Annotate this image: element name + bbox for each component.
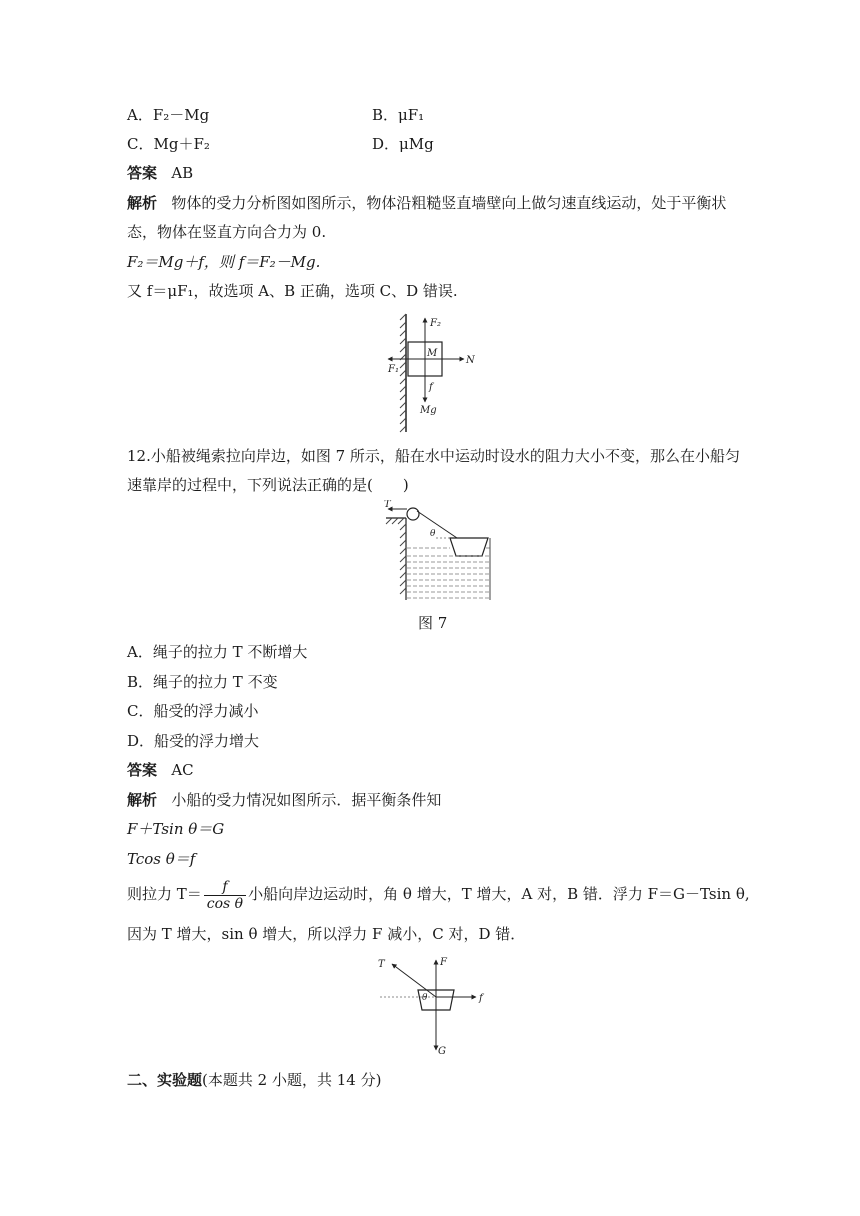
analysis-label: 解析	[127, 194, 158, 212]
label-G: G	[438, 1046, 446, 1057]
q11-option-d: D．μMg	[372, 135, 434, 153]
q12-analysis-line3	[127, 878, 750, 912]
q11-analysis-line1	[127, 193, 726, 213]
label-F2: F₂	[430, 318, 441, 329]
q12-boat-force-diagram	[372, 954, 492, 1058]
q12-analysis-line4: 因为 T 增大，sin θ 增大，所以浮力 F 减小，C 对，D 错．	[127, 925, 526, 943]
label-F: F	[440, 957, 447, 968]
fraction-numerator: f	[204, 879, 246, 896]
label-Mg: Mg	[420, 405, 437, 416]
line3-suffix: 小船向岸边运动时，角 θ 增大，T 增大，A 对，B 错．浮力 F＝G－Tsin θ,	[248, 885, 750, 903]
answer-value: AC	[171, 761, 194, 779]
q12-option-d: D．船受的浮力增大	[127, 732, 260, 750]
answer-label: 答案	[127, 164, 158, 182]
q12-answer-row	[127, 760, 194, 780]
tension-fraction	[204, 879, 246, 912]
q12-option-c: C．船受的浮力减小	[127, 702, 259, 720]
q12-boat-diagram	[384, 500, 492, 604]
q11-answer-row	[127, 163, 193, 183]
q12-eq1: F＋Tsin θ＝G	[127, 820, 225, 838]
label-N: N	[466, 355, 475, 366]
section-title: 二、实验题	[127, 1071, 203, 1089]
q11-option-b: B．μF₁	[372, 106, 425, 124]
q11-option-c: C．Mg＋F₂	[127, 135, 210, 153]
q11-analysis-line2: 态，物体在竖直方向合力为 0.	[127, 223, 327, 241]
q12-stem-line1: 12.小船被绳索拉向岸边，如图 7 所示，船在水中运动时设水的阻力大小不变，那么在小船匀	[127, 447, 740, 465]
q11-eq1: F₂＝Mg＋f，则 f＝F₂－Mg.	[127, 253, 321, 271]
label-f: f	[479, 993, 483, 1004]
label-T: T	[378, 959, 385, 970]
label-theta: θ	[422, 993, 428, 1003]
q12-option-b: B．绳子的拉力 T 不变	[127, 673, 278, 691]
label-f: f	[429, 382, 433, 393]
q12-eq2: Tcos θ＝f	[127, 850, 196, 868]
label-M: M	[427, 348, 438, 359]
analysis-text: 物体的受力分析图如图所示，物体沿粗糙竖直墙壁向上做匀速直线运动，处于平衡状	[171, 194, 727, 212]
label-theta: θ	[430, 529, 436, 539]
answer-label: 答案	[127, 761, 158, 779]
q11-force-diagram	[380, 312, 490, 434]
q12-analysis-line1	[127, 790, 441, 810]
analysis-label: 解析	[127, 791, 158, 809]
answer-value: AB	[171, 164, 194, 182]
section-heading	[127, 1070, 381, 1090]
label-T: T	[384, 500, 391, 510]
section-note: (本题共 2 小题，共 14 分)	[202, 1071, 382, 1089]
figure-caption: 图 7	[418, 614, 448, 632]
analysis-text: 小船的受力情况如图所示．据平衡条件知	[171, 791, 442, 809]
q11-eq2: 又 f＝μF₁，故选项 A、B 正确，选项 C、D 错误.	[127, 282, 458, 300]
q12-stem-line2: 速靠岸的过程中，下列说法正确的是( )	[127, 476, 409, 494]
fraction-denominator: cos θ	[206, 895, 244, 912]
q11-option-a: A．F₂－Mg	[127, 106, 210, 124]
q12-option-a: A．绳子的拉力 T 不断增大	[127, 643, 308, 661]
label-F1: F₁	[388, 364, 399, 375]
line3-prefix: 则拉力 T＝	[127, 885, 202, 903]
